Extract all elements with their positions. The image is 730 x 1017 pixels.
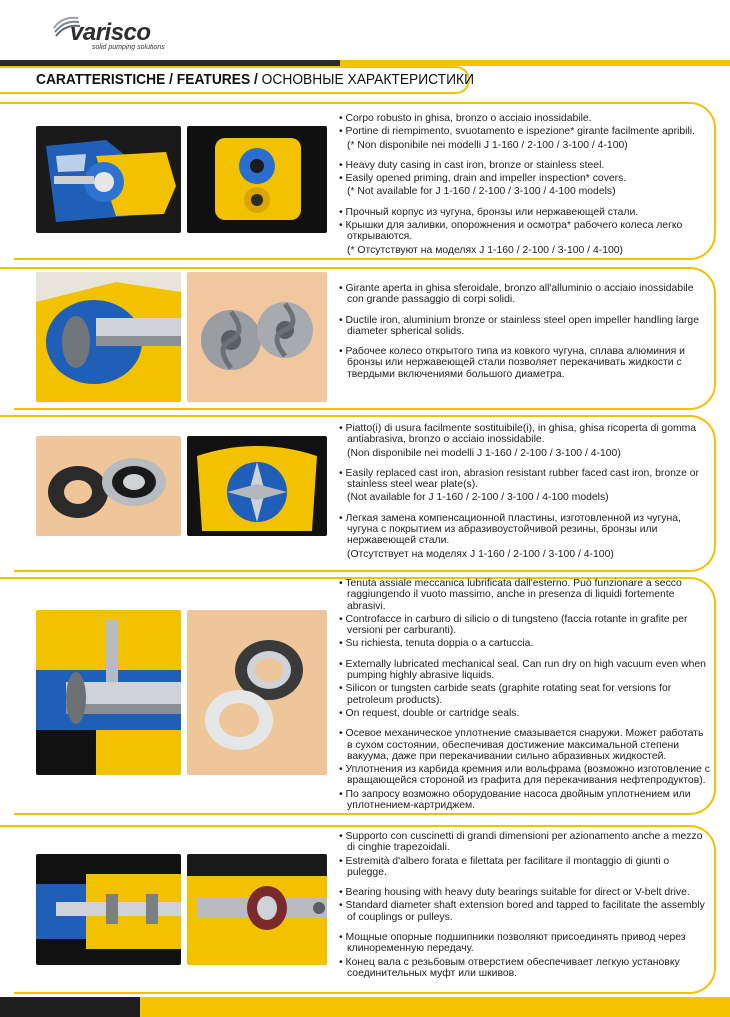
feature-line: • Мощные опорные подшипники позволяют присоединять привод через клиноременную передачу. [339, 932, 686, 955]
feature-line: • Girante aperta in ghisa sferoidale, bronzo all'alluminio o acciaio inossidabile con grande passaggio di corpi solidi. [339, 283, 694, 306]
feature-line: • Corpo robusto in ghisa, bronzo o acciaio inossidabile. [339, 113, 592, 124]
photo-wear-plates [36, 436, 181, 536]
section-text-wear-plate [339, 423, 711, 569]
photo-seal-cutaway [36, 610, 181, 775]
feature-line: • Легкая замена компенсационной пластины, изготовленной из чугуна, чугуна с покрытием из абразивоустойчивой резины, бронзы или нержавеющей стали. [339, 512, 681, 547]
feature-line: • Easily opened priming, drain and impeller inspection* covers. [339, 173, 627, 185]
feature-note: (Отсутствует на моделях J 1-160 / 2-100 / 3-100 / 4-100) [347, 548, 614, 560]
feature-line: • Controfacce in carburo di silicio o di tungsteno (faccia rotante in grafite per versioni per carburanti). [339, 613, 688, 637]
photo-shaft-extension [187, 854, 327, 965]
photo-wear-plate-cutaway [187, 436, 327, 536]
feature-note: (* Not available for J 1-160 / 2-100 / 3-100 / 4-100 models) [347, 186, 616, 198]
feature-line: • Крышки для заливки, опорожнения и осмотра* рабочего колеса легко открываются. [339, 220, 683, 243]
feature-line: • Bearing housing with heavy duty bearings suitable for direct or V-belt drive. [339, 887, 690, 899]
feature-line: • Externally lubricated mechanical seal. Can run dry on high vacuum even when pumping highly abrasive liquids. [339, 658, 706, 682]
feature-line: • Easily replaced cast iron, abrasion resistant rubber faced cast iron, bronze or stainless steel wear plate(s). [339, 467, 699, 491]
photo-impeller-parts [187, 272, 327, 402]
feature-line: • Уплотнения из карбида кремния или вольфрама (возможно изготовление с вращающейся стороной из графита для перекачивания нефтепродуктов). [339, 764, 710, 787]
feature-line: • Standard diameter shaft extension bored and tapped to facilitate the assembly of couplings or pulleys. [339, 900, 705, 923]
footer-bar-accent [140, 997, 730, 1017]
feature-line: • По запросу возможно оборудование насоса двойным уплотнением или уплотнением-картриджем. [339, 788, 691, 812]
brand-tagline: solid pumping solutions [92, 44, 165, 51]
feature-line: • Estremità d'albero forata e filettata per facilitare il montaggio di giunti o pulegge. [339, 855, 670, 878]
photo-seal-rings [187, 610, 327, 775]
page-title [36, 71, 474, 88]
section-text-impeller [339, 283, 711, 389]
photo-pump-front [187, 126, 327, 233]
feature-line: • Supporto con cuscinetti di grandi dimensioni per azionamento anche a mezzo di cinghie trapezoidali. [339, 831, 703, 854]
brand-name: varisco [70, 19, 151, 46]
section-text-casing [339, 113, 711, 265]
feature-note: (Not available for J 1-160 / 2-100 / 3-100 / 4-100 models) [347, 492, 609, 504]
brand-logo [52, 14, 172, 50]
feature-line: • On request, double or cartridge seals. [339, 707, 520, 719]
feature-line: • Silicon or tungsten carbide seats (graphite rotating seat for versions for petroleum products). [339, 683, 672, 706]
feature-line: • Ductile iron, aluminium bronze or stainless steel open impeller handling large diameter spherical solids. [339, 314, 699, 337]
feature-line: • Piatto(i) di usura facilmente sostituibile(i), in ghisa, ghisa ricoperta di gomma antiabrasiva, bronzo o acciaio inossidabile. [339, 423, 697, 446]
section-text-seal [339, 578, 711, 813]
feature-line: • Heavy duty casing in cast iron, bronze or stainless steel. [339, 159, 605, 171]
photo-bearing-cutaway [36, 854, 181, 965]
feature-line: • Осевое механическое уплотнение смазывается снаружи. Может работать в сухом состоянии, обеспечивая достижение максимальной степени вакуума, даже при перекачивании сильно абразивных жидкостей. [339, 728, 704, 762]
feature-line: • Tenuta assiale meccanica lubrificata dall'esterno. Può funzionare a secco raggiungendo il vuoto massimo, anche in presenza di liquidi fortemente abrasivi. [339, 578, 682, 612]
page-title-latin: CARATTERISTICHE / FEATURES / [36, 71, 262, 88]
footer-bar [0, 997, 140, 1017]
feature-note: (* Non disponibile nei modelli J 1-160 / 2-100 / 3-100 / 4-100) [347, 139, 628, 151]
photo-impeller-cutaway [36, 272, 181, 402]
feature-note: (Non disponibile nei modelli J 1-160 / 2-100 / 3-100 / 4-100) [347, 447, 621, 459]
page-title-russian: ОСНОВНЫЕ ХАРАКТЕРИСТИКИ [261, 71, 474, 88]
feature-note: (* Отсутствуют на моделях J 1-160 / 2-100 / 3-100 / 4-100) [347, 244, 623, 256]
feature-line: • Su richiesta, tenuta doppia o a cartuccia. [339, 638, 534, 650]
feature-line: • Рабочее колесо открытого типа из ковкого чугуна, сплава алюминия и бронзы или нержавеющей стали позволяет перекачивать жидкости с твердыми включениями большого диаметра. [339, 346, 685, 380]
feature-line: • Конец вала с резьбовым отверстием обеспечивает легкую установку соединительных муфт или шкивов. [339, 956, 680, 979]
feature-line: • Прочный корпус из чугуна, бронзы или нержавеющей стали. [339, 206, 639, 218]
section-text-bearing [339, 831, 711, 981]
feature-line: • Portine di riempimento, svuotamento e ispezione* girante facilmente apribili. [339, 126, 695, 138]
photo-pump-cutaway [36, 126, 181, 233]
